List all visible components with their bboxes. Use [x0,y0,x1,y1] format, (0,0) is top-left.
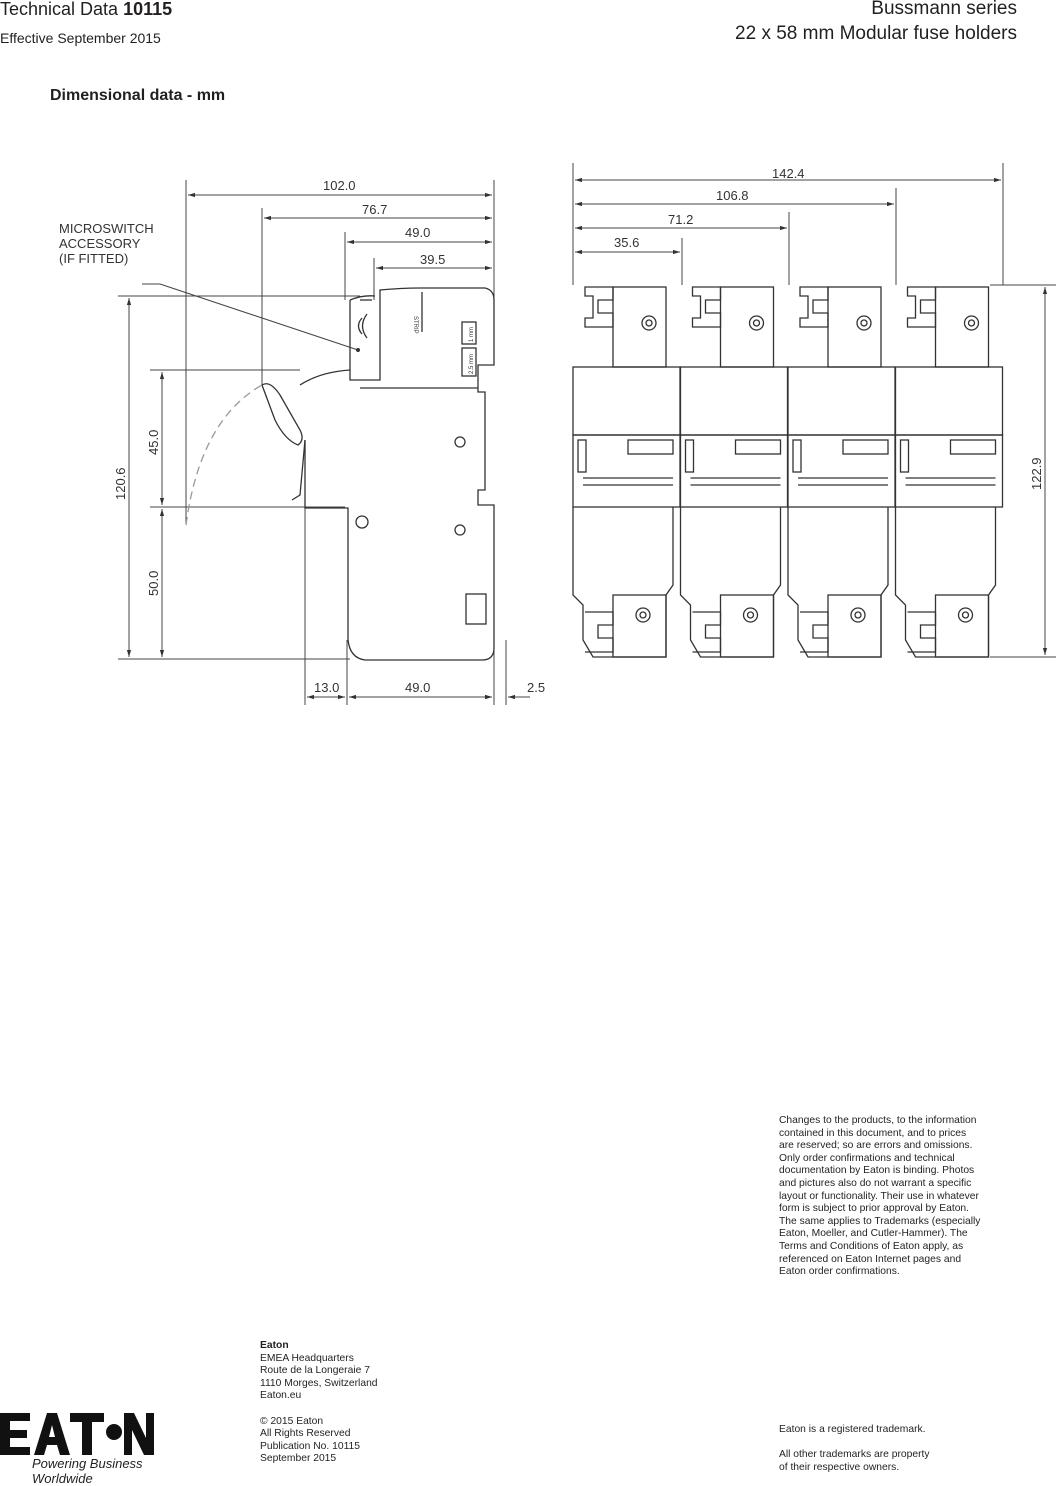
dim-76-7: 76.7 [362,202,388,217]
disclaimer-line: Changes to the products, to the information [779,1115,977,1126]
disclaimer-line: Eaton order confirmations. [779,1266,900,1278]
doc-type-header [0,0,172,20]
dimensional-drawing [0,150,1056,710]
disclaimer-line: form is subject to prior approval by Eaton. [779,1203,970,1215]
copyright-line: All Rights Reserved [260,1428,351,1440]
contact-line: Route de la Longeraie 7 [260,1365,370,1377]
product-name: 22 x 58 mm Modular fuse holders [735,23,1017,44]
dim-102-0: 102.0 [323,178,356,193]
dim-142-4: 142.4 [772,166,805,181]
trademark-line: of their respective owners. [779,1461,900,1473]
callout-line-1: MICROSWITCH [59,221,154,236]
fuse-module [896,287,1003,657]
fuse-module [681,287,788,657]
effective-date: Effective September 2015 [0,30,161,46]
contact-line: 1110 Morges, Switzerland [260,1377,378,1389]
disclaimer-line: documentation by Eaton is binding. Photos [779,1165,975,1177]
disclaimer-line: and pictures also do not warrant a specific [779,1177,972,1189]
dim-120-6: 120.6 [113,467,128,500]
dim-49-0-top: 49.0 [405,225,431,240]
fuse-module [788,287,895,657]
dim-45-0: 45.0 [146,429,161,455]
dim-71-2: 71.2 [668,212,694,227]
trademark-line: All other trademarks are property [779,1449,930,1461]
website-link[interactable]: Eaton.eu [260,1390,302,1402]
disclaimer-line: Eaton, Moeller, and Cutler-Hammer). The [779,1228,968,1240]
eaton-wordmark-icon [0,1410,200,1458]
section-title: Dimensional data - mm [50,87,226,104]
fuse-module [573,287,680,657]
label-2-5mm: 2.5 mm [469,353,475,374]
callout-line-2: ACCESSORY [59,236,141,251]
dim-13-0: 13.0 [314,680,340,695]
trademark-block [779,1424,1019,1474]
contact-line: EMEA Headquarters [260,1352,354,1364]
contact-block [260,1340,500,1466]
disclaimer-line: The same applies to Trademarks (especially [779,1215,981,1227]
dim-39-5: 39.5 [420,252,446,267]
eaton-logo [0,1410,200,1486]
doc-number: 10115 [123,0,173,19]
dim-50-0: 50.0 [146,570,161,596]
disclaimer-line: referenced on Eaton Internet pages and [779,1253,962,1265]
disclaimer-line: Only order confirmations and technical [779,1152,955,1164]
dim-35-6: 35.6 [614,235,640,250]
dim-106-8: 106.8 [716,188,749,203]
dim-122-9: 122.9 [1029,457,1044,490]
callout-line-3: (IF FITTED) [59,251,129,266]
doc-type: Technical Data [0,0,119,19]
copyright-line: © 2015 Eaton [260,1415,324,1427]
dim-2-5: 2.5 [527,680,546,695]
publication-number: Publication No. 10115 [260,1440,360,1452]
disclaimer-line: are reserved; so are errors and omissions. [779,1140,973,1152]
dim-49-0-bottom: 49.0 [405,680,431,695]
trademark-line: Eaton is a registered trademark. [779,1424,926,1435]
publication-date: September 2015 [260,1453,337,1465]
label-1mm: 1 mm [469,327,475,342]
disclaimer-line: Terms and Conditions of Eaton apply, as [779,1240,964,1252]
disclaimer-line: contained in this document, and to prices [779,1127,967,1139]
disclaimer-text [779,1115,1019,1279]
front-view-modules [573,287,1003,657]
disclaimer-line: layout or functionality. Their use in whatever [779,1190,979,1202]
slogan: Powering Business Worldwide [32,1456,143,1486]
label-strip: STRIP [412,316,418,334]
series-name: Bussmann series [871,0,1017,19]
company-name: Eaton [260,1340,289,1351]
